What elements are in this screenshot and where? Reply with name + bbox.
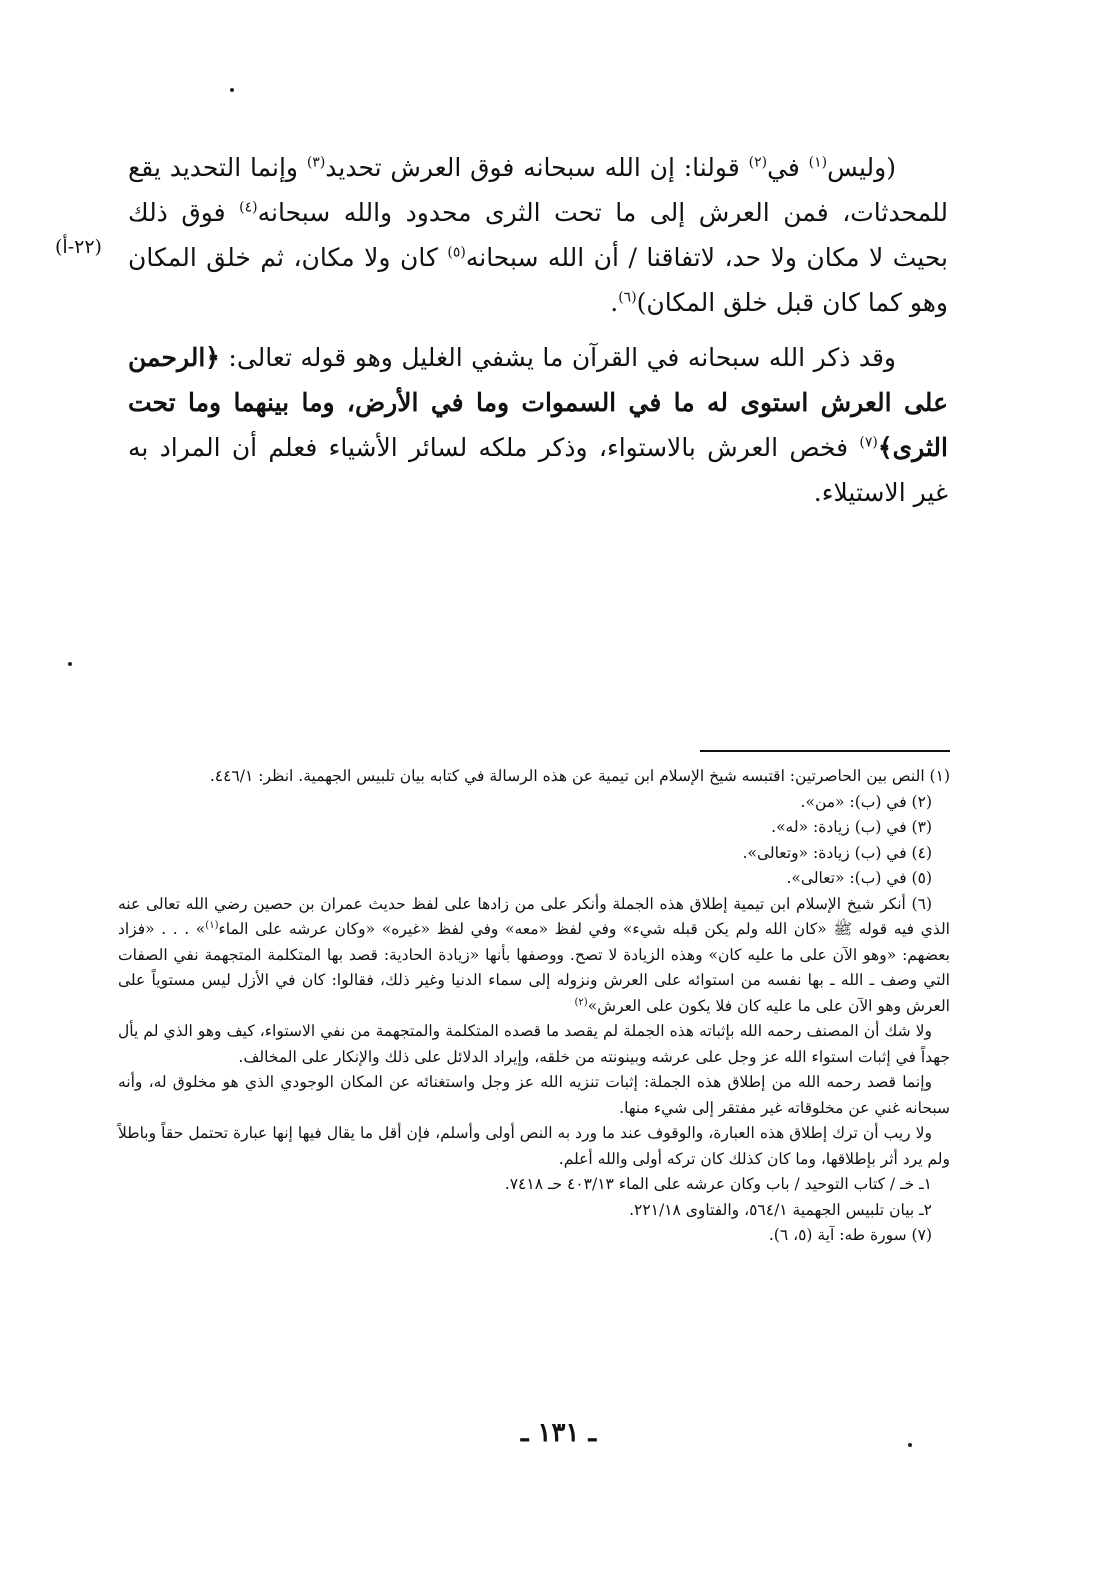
text-run: فخص العرش بالاستواء، وذكر ملكه لسائر الأشياء فعلم أن المراد به غير الاستيلاء. [128,433,948,507]
quran-verse: ﴿الرحمن على العرش استوى له ما في السموات وما في الأرض، وما بينهما وما تحت الثرى﴾ [128,343,948,462]
text-run: في [767,153,809,182]
paragraph-2 [128,335,948,515]
footnote-6-reference: ١ـ خـ / كتاب التوحيد / باب وكان عرشه على الماء ٤٠٣/١٣ حـ ٧٤١٨. [504,1175,932,1193]
text-run: فوق ذلك بحيث لا مكان ولا حد، لاتفاقنا / أن الله سبحانه [128,198,948,272]
manuscript-folio-marker: (٢٢-أ) [55,236,102,258]
main-text [128,145,948,515]
page-number: ـ ١٣١ ـ [520,1418,597,1448]
footnote-ref: (١) [205,919,219,931]
footnote-6-reference: ٢ـ بيان تلبيس الجهمية ٥٦٤/١، والفتاوى ٢٢١/١٨. [629,1200,932,1219]
footnote-ref[interactable]: (١) [808,154,828,171]
footnote-5: (٥) في (ب): «تعالى». [786,869,932,887]
text-run: كان ولا مكان، ثم خلق المكان وهو كما كان قبل خلق المكان) [128,243,948,317]
footnote-ref[interactable]: (٦) [618,289,637,306]
text-run: (وليس [827,153,896,182]
text-run: . [610,288,619,317]
footnote-ref[interactable]: (٣) [306,154,326,171]
ink-speck [68,662,72,666]
footnote-ref[interactable]: (٧) [859,434,878,451]
ink-speck [230,88,234,92]
footnote-6-paragraph: وإنما قصد رحمه الله من إطلاق هذه الجملة: إثبات تنزيه الله عز وجل واستغنائه عن المكان الوجودي الذي هو مخلوق له، وأنه سبحانه غني عن مخلوقاته غير مفتقر إلى شيء منها. [118,1073,950,1117]
footnote-6-paragraph: ولا شك أن المصنف رحمه الله بإثباته هذه الجملة لم يقصد ما قصده المتكلمة والمتجهمة من نفي الاستواء، كيف وهو الذي لم يأل جهداً في إثبات استواء الله عز وجل على عرشه وبينونته من خلقه، وإيراد الدلائل على ذلك والإنكار على المخالف. [118,1022,950,1066]
footnote-4: (٤) في (ب) زيادة: «وتعالى». [742,843,932,862]
footnote-ref[interactable]: (٥) [447,244,466,261]
footnote-separator [700,750,950,752]
footnotes [118,764,950,1249]
footnote-ref[interactable]: (٢) [748,154,768,171]
text-run: وإنما التحديد يقع للمحدثات، فمن العرش إلى ما تحت الثرى محدود والله سبحانه [128,153,948,227]
footnote-2: (٢) في (ب): «من». [800,792,932,811]
footnote-ref[interactable]: (٤) [239,199,258,216]
paragraph-1 [128,145,948,325]
footnote-ref: (٢) [574,996,588,1008]
text-run: (٦) أنكر شيخ الإسلام ابن تيمية إطلاق هذه الجملة وأنكر على من زادها على لفظ حديث عمران بن حصين رضي الله تعالى عنه الذي فيه قوله ﷺ «كان الله ولم يكن قبله شيء» وفي لفظ «معه» وفي لفظ «غيره» «وكان عرشه على الماء [118,894,950,938]
footnote-6-paragraph: ولا ريب أن ترك إطلاق هذه العبارة، والوقوف عند ما ورد به النص أولى وأسلم، فإن أقل ما يقال فيها إنها عبارة تحتمل حقاً وباطلاً ولم يرد أثر بإطلاقها، وما كان كذلك كان تركه أولى والله أعلم. [118,1124,950,1168]
footnote-6 [118,892,950,1020]
footnote-1: (١) النص بين الحاصرتين: اقتبسه شيخ الإسلام ابن تيمية عن هذه الرسالة في كتابه بيان تلبيس الجهمية. انظر: ٤٤٦/١. [209,767,950,785]
text-run: وقد ذكر الله سبحانه في القرآن ما يشفي الغليل وهو قوله تعالى: [219,343,896,372]
text-run: » . . . «فزاد بعضهم: «وهو الآن على ما عليه كان» وهذه الزيادة لا تصح. ووصفها بأنها «زيادة الحادية: قصد بها المتكلمة المتجهمة نفي الصفات التي وصف ـ الله ـ بها نفسه من استوائه على العرش ونزوله إلى سماء الدنيا وغير ذلك، فقالوا: كان في الأزل ليس مستوياً على العرش وهو الآن على ما عليه كان فلا يكون على العرش» [118,920,950,1015]
footnote-3: (٣) في (ب) زيادة: «له». [771,818,932,836]
footnote-7: (٧) سورة طه: آية (٥، ٦). [768,1226,932,1244]
text-run: قولنا: إن الله سبحانه فوق العرش تحديد [325,153,749,182]
